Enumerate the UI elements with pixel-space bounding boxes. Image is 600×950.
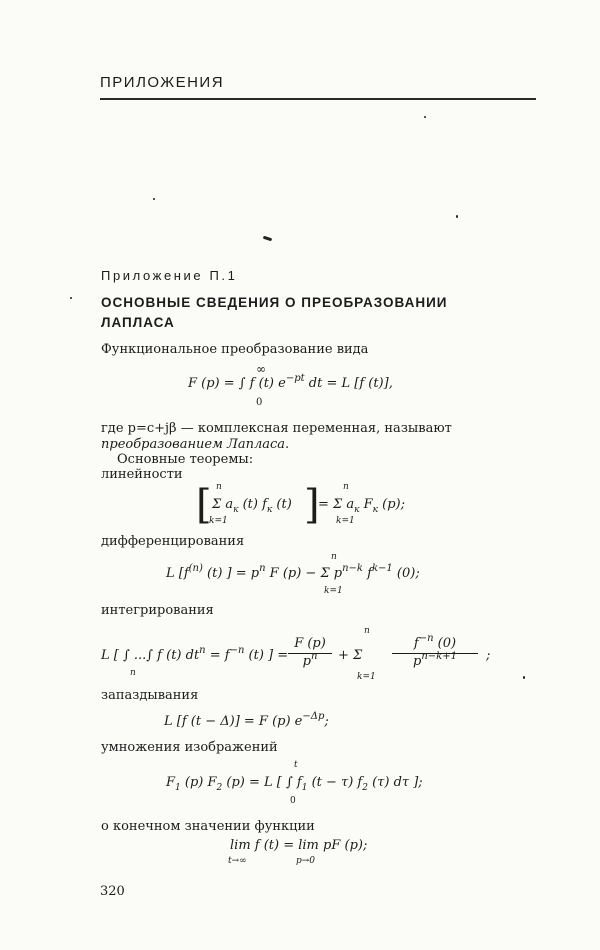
multiplication-label: умножения изображений — [101, 740, 278, 755]
sum-lower: k=1 — [336, 516, 355, 526]
integration-label: интегрирования — [101, 603, 214, 618]
intro-text: Функциональное преобразование вида — [101, 342, 369, 357]
appendix-label: Приложение П.1 — [101, 268, 238, 283]
sum-upper: n — [364, 626, 370, 636]
sum-upper: n — [331, 552, 337, 562]
integral-lower-limit: 0 — [290, 796, 296, 806]
integral-upper-limit: t — [294, 760, 298, 770]
linearity-label: линейности — [101, 467, 183, 482]
differentiation-formula: L [$f^{(n)}$ (t) ] = $p^n$ F (p) − Σ $p^{n-k}$ $f^{k-1}$ (0); — [166, 563, 420, 581]
integral-lower-limit: 0 — [256, 397, 263, 408]
sum-lower: k=1 — [209, 516, 228, 526]
limit-subscript: t→∞ — [228, 856, 247, 866]
page-number: 320 — [100, 884, 125, 899]
underbrace-label: n — [130, 668, 136, 678]
theorems-heading: Основные теоремы: — [117, 452, 254, 467]
header-rule — [100, 98, 536, 100]
limit-subscript: p→0 — [296, 856, 316, 866]
appendix-title: ОСНОВНЫЕ СВЕДЕНИЯ О ПРЕОБРАЗОВАНИИ ЛАПЛАСА — [101, 295, 448, 330]
integration-semicolon: ; — [486, 648, 491, 663]
definition-explanation: где p=c+jβ — комплексная переменная, называют преобразованием Лапласа. — [101, 421, 452, 452]
multiplication-formula: $F_1$ (p) $F_2$ (p) = L [ ∫ $f_1$ (t − τ) $f_2$ (τ) dτ ]; — [166, 775, 423, 793]
integration-fraction-1: F (p) $p^n$ — [288, 636, 332, 669]
right-bracket: ] — [304, 482, 320, 528]
laplace-definition-formula: F (p) = ∫ f (t) $e^{-pt}$ dt = L [f (t)], — [188, 373, 393, 391]
scan-speck — [456, 215, 458, 218]
sum-upper: n — [343, 482, 349, 492]
linearity-right-formula: = Σ $a_к$ $F_к$ (p); — [318, 497, 405, 515]
differentiation-label: дифференцирования — [101, 534, 245, 549]
integration-plus-sum: + Σ — [338, 648, 363, 663]
sum-lower: k=1 — [357, 672, 376, 682]
sum-lower: k=1 — [324, 586, 343, 596]
final-value-label: о конечном значении функции — [101, 819, 315, 834]
delay-label: запаздывания — [101, 688, 199, 703]
integral-upper-limit: ∞ — [256, 362, 266, 376]
running-head: ПРИЛОЖЕНИЯ — [100, 74, 225, 91]
scan-speck — [263, 236, 272, 242]
linearity-formula: Σ $a_к$ (t) $f_к$ (t) — [212, 497, 292, 515]
scan-speck — [153, 198, 155, 200]
final-value-formula: lim f (t) = lim pF (p); — [230, 838, 368, 853]
sum-upper: n — [216, 482, 222, 492]
integration-formula: L [ ∫ ...∫ f (t) $dt^n = f^{-n}$ (t) ] = — [101, 645, 289, 663]
scan-speck — [70, 297, 72, 299]
left-bracket: [ — [196, 482, 212, 528]
delay-formula: L [f (t − Δ)] = F (p) $e^{-\Delta p}$; — [164, 711, 329, 729]
integration-fraction-2: $f^{-n}$ (0) $p^{n-k+1}$ — [392, 636, 478, 669]
scan-speck — [523, 676, 525, 679]
scan-speck — [424, 116, 426, 118]
